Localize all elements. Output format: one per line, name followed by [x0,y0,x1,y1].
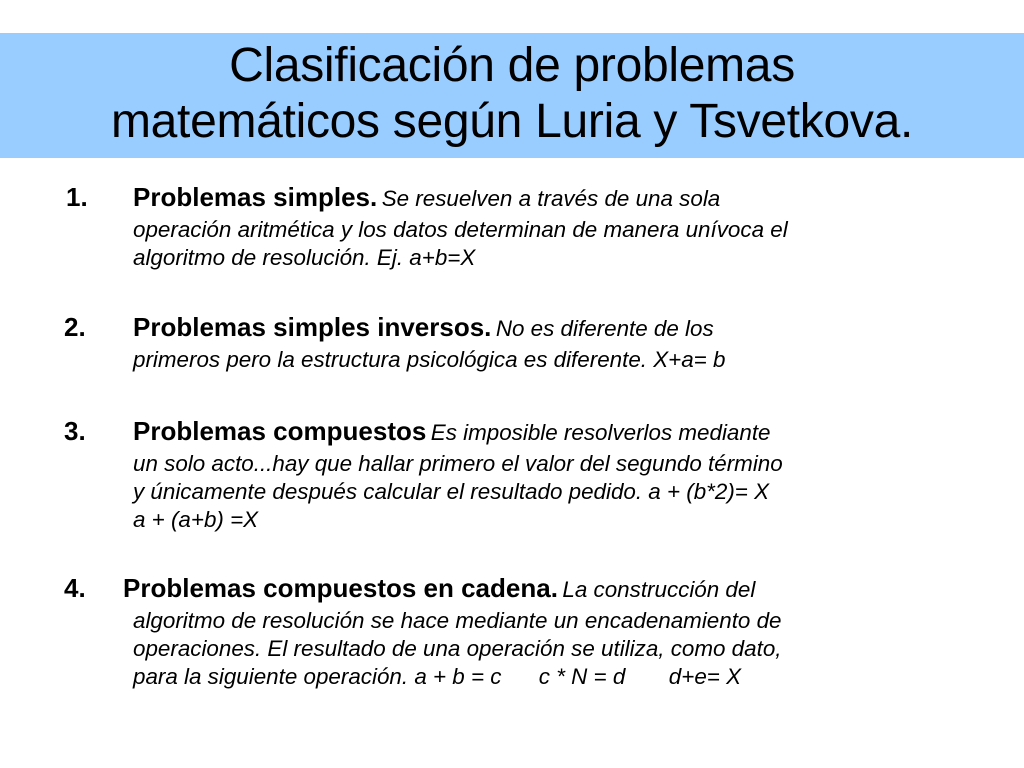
list-item-heading: Problemas simples. [133,182,378,212]
list-item-line: un solo acto...hay que hallar primero el valor del segundo término [133,451,783,476]
list-item-line: operaciones. El resultado de una operación se utiliza, como dato, [133,636,782,661]
list-item-text [133,313,973,374]
list-item-first-line [133,313,973,346]
list-item-line: a + (a+b) =X [133,507,259,532]
list-item-line: para la siguiente operación. a + b = c c * N = d d+e= X [133,664,742,689]
list-item-number: 1. [66,182,88,212]
slide-title-line-1: Clasificación de problemas [229,39,795,92]
slide-title-line-2: matemáticos según Luria y Tsvetkova. [110,95,914,148]
list-item-text [123,574,963,691]
list-item-first-line [133,183,973,216]
list-item-line: algoritmo de resolución se hace mediante un encadenamiento de [133,608,782,633]
list-item-line: y únicamente después calcular el resultado pedido. a + (b*2)= X [133,479,770,504]
list-item-text [133,183,973,272]
list-item-heading: Problemas compuestos [133,416,427,446]
list-item-line: primeros pero la estructura psicológica es diferente. X+a= b [133,347,726,372]
list-item-text [133,417,973,534]
list-item-description-start: Es imposible resolverlos mediante [430,420,771,445]
list-item-heading: Problemas simples inversos. [133,312,492,342]
list-item-number: 4. [64,573,86,603]
list-item-line: algoritmo de resolución. Ej. a+b=X [133,245,476,270]
list-item-line: operación aritmética y los datos determinan de manera unívoca el [133,217,788,242]
list-item-number: 3. [64,416,86,446]
list-item-description-start: No es diferente de los [495,316,714,341]
list-item-heading: Problemas compuestos en cadena. [123,573,558,603]
list-item-first-line [133,417,973,450]
list-item-first-line [123,574,963,607]
list-item-description-start: Se resuelven a través de una sola [381,186,721,211]
list-item-number: 2. [64,312,86,342]
list-item-description-start: La construcción del [562,577,756,602]
